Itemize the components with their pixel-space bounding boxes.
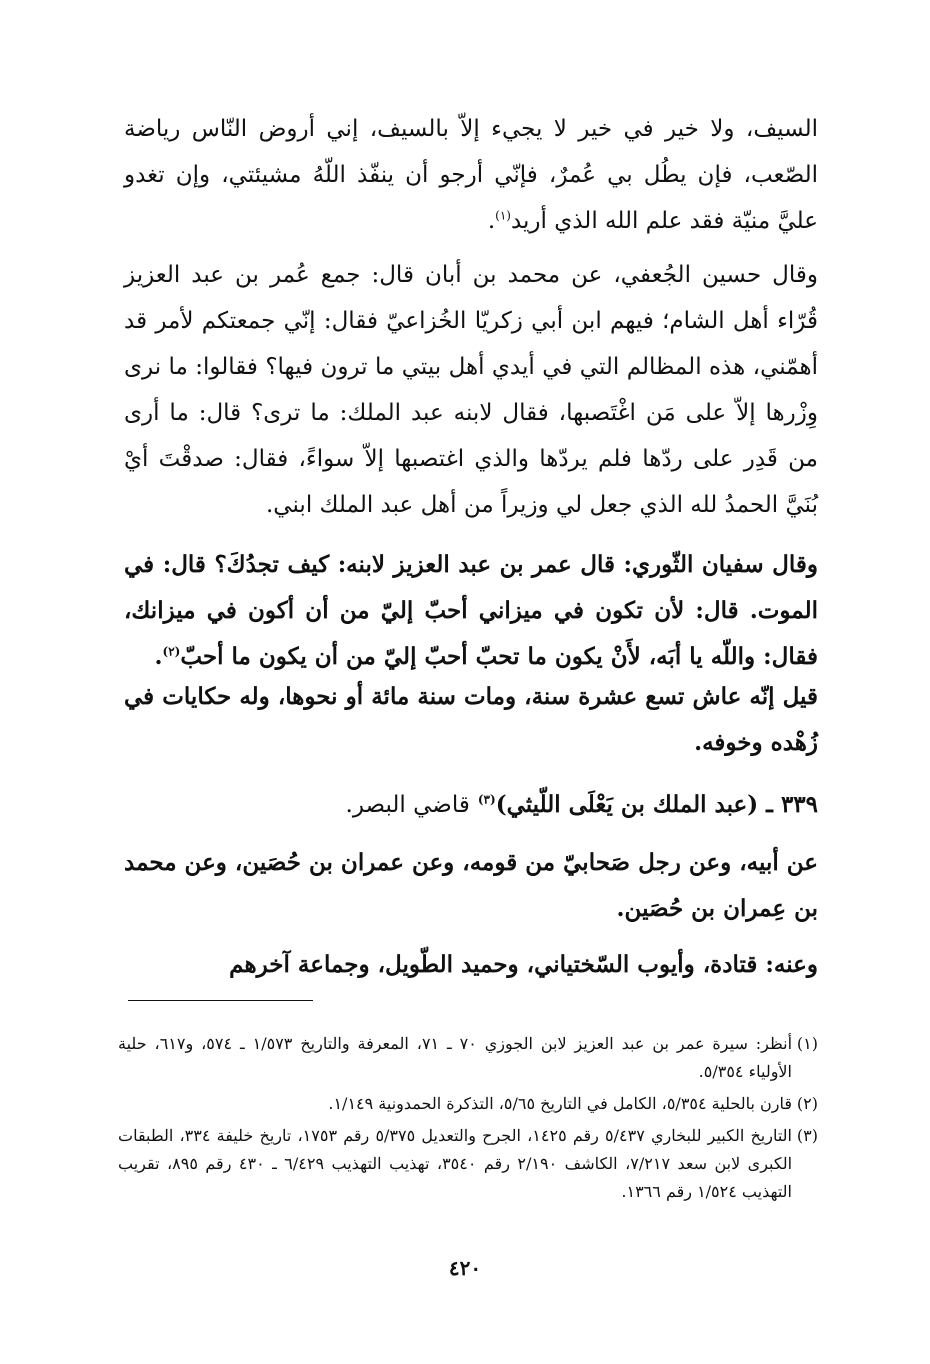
paragraph-2: وقال حسين الجُعفي، عن محمد بن أبان قال: جمع عُمر بن عبد العزيز قُرّاء أهل الشام؛ فيهم ابن أبي زكريّا الخُزاعيّ فقال: إنّي جمعتكم لأمر قد أهمّني، هذه المظالم التي في أيدي أهل بيتي ما ترون فيها؟ فقالوا: ما نرى وِزْرها إلاّ على مَن اغْتَصبها، فقال لابنه عبد الملك: ما ترى؟ قال: ما أرى من قَدِر على ردّها فلم يردّها والذي اغتصبها إلاّ سواءً، فقال: صدقْتَ أيْ بُنَيَّ الحمدُ لله الذي جعل لي وزيراً من أهل عبد الملك ابني.	[124, 262, 818, 518]
paragraph-1: السيف، ولا خير في خير لا يجيء إلاّ بالسيف، إني أروض النّاس رياضة الصّعب، فإن يطُل بي عُمرٌ، فإنّي أرجو أن ينفّذ اللّهُ مشيئتي، وإن تغدو عليَّ منيّة فقد علم الله الذي أريد$^{(١)}$.	[124, 116, 818, 234]
footnote-3: (٣) التاريخ الكبير للبخاري ٥/٤٣٧ رقم ١٤٢٥، الجرح والتعديل ٥/٣٧٥ رقم ١٧٥٣، تاريخ خليفة ٣٣٤، الطبقات الكبرى لابن سعد ٧/٢١٧، الكاشف ٢/١٩٠ رقم ٣٥٤٠، تهذيب التهذيب ٦/٤٢٩ ـ ٤٣٠ رقم ٨٩٥، تقريب التهذيب ١/٥٢٤ رقم ١٣٦٦.	[118, 1126, 818, 1201]
main-text-3	[124, 542, 818, 680]
footnote-ref-3: (٣)	[477, 792, 496, 807]
footnote-ref-1: (١)	[495, 208, 511, 223]
entry-narrators-to: وعنه: قتادة، وأيوب السّختياني، وحميد الطّويل، وجماعة آخرهم	[229, 951, 818, 978]
paragraph-3: وقال سفيان الثّوري: قال عمر بن عبد العزيز لابنه: كيف تجدُكَ؟ قال: في الموت. قال: لأن تكون في ميزاني أحبّ إليّ من أن أكون في ميزانك، فقال: واللّه يا أبَه، لأَنْ يكون ما تحبّ أحبّ إليّ من أن يكون ما أحبّ$^{(٢)}$.	[124, 551, 818, 670]
entry-narrators-from: عن أبيه، وعن رجل صَحابيّ من قومه، وعن عمران بن حُصَين، وعن محمد بن عِمران بن حُصَين.	[124, 849, 818, 922]
footnote-2: (٢) قارن بالحلية ٥/٣٥٤، الكامل في التاريخ ٥/٦٥، التذكرة الحمدونية ١/١٤٩.	[328, 1094, 818, 1113]
main-text	[124, 106, 818, 244]
footnotes	[118, 1030, 818, 1210]
entry-block	[124, 782, 818, 988]
entry-title: قاضي البصر.	[345, 792, 470, 818]
footnote-ref-2: (٢)	[162, 644, 181, 659]
main-text-2	[124, 252, 818, 528]
paragraph-4: قيل إنّه عاش تسع عشرة سنة، ومات سنة مائة أو نحوها، وله حكايات في زُهْده وخوفه.	[124, 683, 818, 756]
entry-heading: ٣٣٩ ـ (عبد الملك بن يَعْلَى اللّيثي)$^{(٣)}$ قاضي البصر.	[345, 791, 818, 818]
page-number: ٤٢٠	[448, 1256, 482, 1280]
main-text-4	[124, 674, 818, 766]
entry-name: (عبد الملك بن يَعْلَى اللّيثي)	[495, 791, 759, 818]
entry-number: ٣٣٩	[780, 791, 818, 818]
footnote-1: (١) أنظر: سيرة عمر بن عبد العزيز لابن الجوزي ٧٠ ـ ٧١، المعرفة والتاريخ ١/٥٧٣ ـ ٥٧٤، و٦١٧، حلية الأولياء ٥/٣٥٤.	[118, 1034, 818, 1081]
footnote-divider	[128, 1000, 313, 1001]
